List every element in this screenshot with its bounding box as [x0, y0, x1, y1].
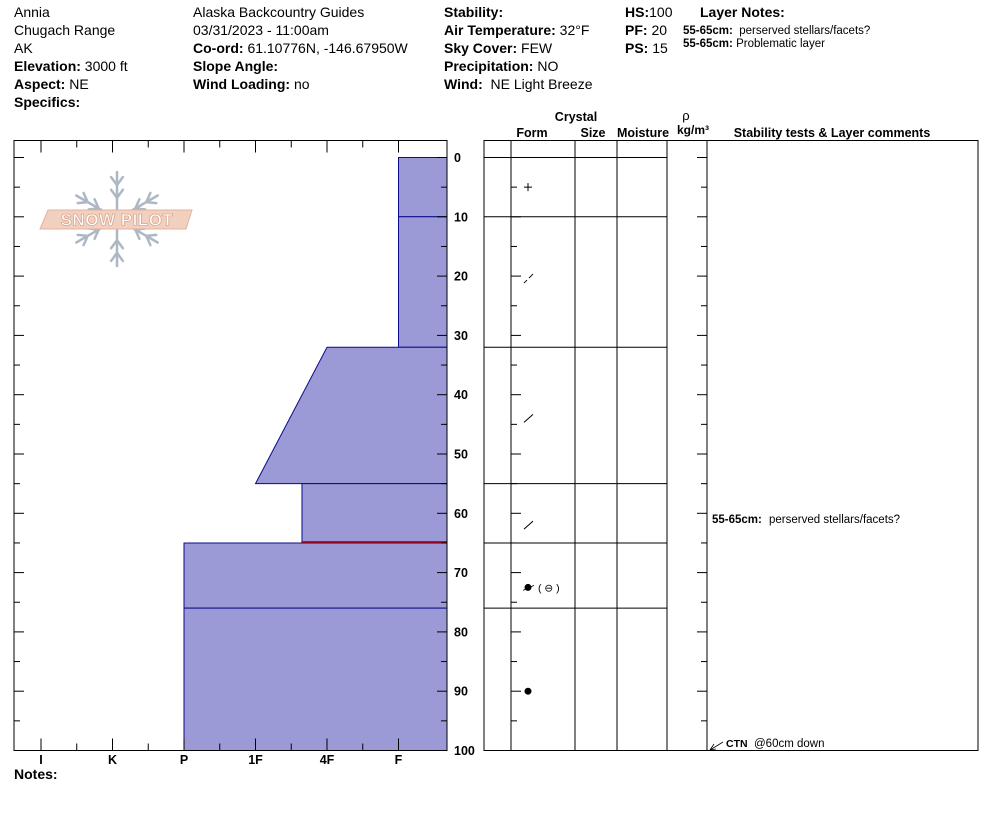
snowflake-branch — [146, 202, 156, 203]
stability-test-code: CTN — [726, 738, 748, 750]
stability-test-pointer — [710, 742, 723, 750]
wind-loading-label: Wind Loading: — [193, 76, 291, 92]
rho-header: ρ — [682, 108, 690, 123]
moisture-header: Moisture — [616, 126, 670, 140]
date-time: 03/31/2023 - 11:00am — [193, 22, 329, 38]
aspect-value: NE — [69, 76, 89, 92]
snowflake-branch — [135, 208, 145, 209]
snowflake-branch — [89, 208, 99, 209]
state: AK — [14, 40, 33, 56]
ps-value: 15 — [652, 40, 668, 56]
layer-comment — [712, 514, 900, 526]
layer-3 — [256, 347, 448, 483]
decomposing-symbol — [524, 414, 533, 422]
layer-note-1-text: perserved stellars/facets? — [739, 25, 871, 37]
hs-value: 100 — [649, 4, 673, 20]
hardness-label-i: I — [39, 753, 43, 767]
depth-label-50: 50 — [454, 447, 468, 462]
mountain-range: Chugach Range — [14, 22, 116, 38]
form-depth-ticks — [511, 158, 521, 751]
sky-value: FEW — [521, 40, 553, 56]
logo-text: SNOW PILOT — [60, 210, 174, 230]
pf-value: 20 — [651, 22, 668, 38]
stability-label: Stability: — [444, 4, 504, 20]
layer-2 — [399, 217, 448, 347]
layer-5 — [184, 543, 447, 608]
wind-value: NE Light Breeze — [490, 76, 593, 92]
layer-notes-title: Layer Notes: — [700, 4, 785, 20]
melt-form-secondary: ( ⊖ ) — [538, 582, 560, 595]
slope-label: Slope Angle: — [193, 58, 279, 74]
ps-label: PS: — [625, 40, 649, 56]
air-temp-label: Air Temperature: — [444, 22, 556, 38]
depth-label-10: 10 — [454, 210, 468, 225]
layer-note-2-text: Problematic layer — [736, 38, 825, 50]
stability-test-text: @60cm down — [754, 738, 825, 750]
density-unit-header: kg/m³ — [676, 123, 710, 137]
decomposing-symbol-part — [529, 274, 533, 278]
coord-label: Co-ord: — [193, 40, 244, 56]
sky-label: Sky Cover: — [444, 40, 518, 56]
stability-test-entry — [710, 738, 824, 750]
depth-label-60: 60 — [454, 506, 468, 521]
snowflake-branch — [78, 235, 88, 236]
specifics-label: Specifics: — [14, 94, 81, 110]
layer-4 — [302, 484, 447, 543]
layer-comment-text: perserved stellars/facets? — [769, 514, 901, 526]
elevation-label: Elevation: — [14, 58, 81, 74]
melt-form-dot — [525, 688, 532, 695]
precip-label: Precipitation: — [444, 58, 534, 74]
snow-pilot-logo — [40, 172, 192, 266]
layer-1 — [399, 158, 448, 217]
notes-label: Notes: — [14, 766, 58, 782]
hardness-label-4f: 4F — [319, 753, 335, 767]
decomposing-symbol — [524, 280, 527, 283]
crystal-form-symbols — [523, 183, 560, 695]
depth-label-70: 70 — [454, 566, 468, 581]
hardness-label-1f: 1F — [248, 753, 263, 767]
depth-axis-labels — [454, 151, 475, 758]
hs-label: HS: — [625, 4, 650, 20]
coord-value: 61.10776N, -146.67950W — [247, 40, 408, 56]
layer-6 — [184, 608, 447, 750]
layer-polygons — [184, 158, 447, 751]
top-hardness-ticks — [41, 141, 399, 153]
depth-label-40: 40 — [454, 388, 468, 403]
depth-label-90: 90 — [454, 684, 468, 699]
density-depth-ticks — [697, 158, 707, 751]
depth-label-20: 20 — [454, 269, 468, 284]
depth-label-100: 100 — [454, 744, 475, 758]
hardness-axis-labels — [39, 753, 402, 767]
hardness-label-k: K — [107, 753, 118, 767]
size-header: Size — [580, 126, 606, 140]
crystal-table — [484, 141, 978, 751]
form-header: Form — [516, 126, 548, 140]
depth-label-30: 30 — [454, 328, 468, 343]
decomposing-symbol — [524, 521, 533, 529]
layer-comment-range: 55-65cm: — [712, 514, 762, 526]
observer-name: Annia — [14, 4, 50, 20]
snowflake-branch — [78, 202, 88, 203]
precip-value: NO — [537, 58, 559, 74]
crystal-table-border — [484, 141, 978, 751]
pf-label: PF: — [625, 22, 648, 38]
air-temp-value: 32°F — [559, 22, 590, 38]
hardness-label-p: P — [179, 753, 189, 767]
wind-label: Wind: — [444, 76, 483, 92]
depth-label-80: 80 — [454, 625, 468, 640]
layer-note-2-range: 55-65cm: — [683, 38, 733, 50]
wind-loading-value: no — [293, 76, 310, 92]
stability-header: Stability tests & Layer comments — [733, 126, 931, 140]
organization: Alaska Backcountry Guides — [193, 4, 365, 20]
depth-label-0: 0 — [454, 151, 461, 165]
elevation-value: 3000 ft — [84, 58, 128, 74]
crystal-header: Crystal — [554, 110, 598, 124]
layer-note-1-range: 55-65cm: — [683, 25, 733, 37]
aspect-label: Aspect: — [14, 76, 66, 92]
snowflake-branch — [146, 235, 156, 236]
hardness-label-f: F — [394, 753, 403, 767]
